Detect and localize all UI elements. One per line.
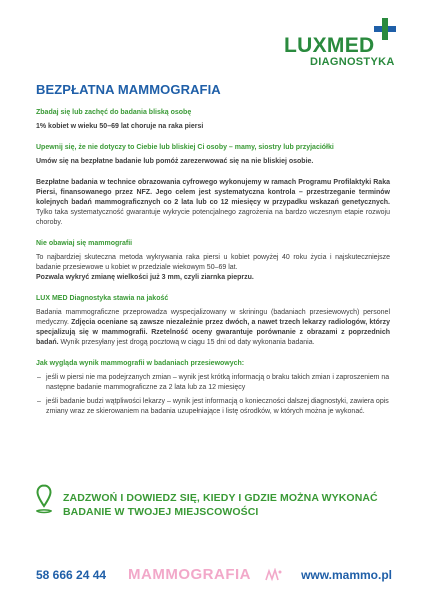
section-heading-1: Zbadaj się lub zachęć do badania bliską osobę — [36, 109, 192, 116]
logo-subtitle: DIAGNOSTYKA — [310, 56, 395, 68]
main-content — [36, 82, 390, 421]
location-pin-icon — [36, 484, 52, 518]
list-item: – jeśli badanie budzi wątpliwości lekarzy – wynik jest informacją o konieczności dalszej diagnostyki, zawiera opis zmiany wraz ze skierowaniem na badania uzupełniające i listę ośrodków, w których można je wykonać. — [46, 397, 390, 417]
section-heading-4: Nie obawiaj się mammografii — [36, 240, 133, 247]
section-paragraph-3 — [36, 178, 390, 228]
section-heading-5: LUX MED Diagnostyka stawia na jakość — [36, 295, 169, 302]
section-bold-4: Pozwala wykryć zmianę wielkości już 3 mm, czyli ziarnka pieprzu. — [36, 274, 254, 281]
section-text-1: 1% kobiet w wieku 50–69 lat choruje na raka piersi — [36, 123, 204, 130]
phone-number[interactable]: 58 666 24 44 — [36, 568, 107, 582]
mammografia-brand: MAMMOGRAFIA — [128, 566, 251, 583]
program-note: Tylko taka systematyczność gwarantuje wykrycie potencjalnego zagrożenia na bardzo wczesnym etapie rozwoju choroby. — [36, 209, 390, 226]
section-heading-6: Jak wygląda wynik mammografii w badaniach przesiewowych: — [36, 360, 245, 367]
section-heading-2: Upewnij się, że nie dotyczy to Ciebie lub bliskiej Ci osoby – mamy, siostry lub przyjaciółki — [36, 144, 334, 151]
section-text-4: To najbardziej skuteczna metoda wykrywania raka piersi u kobiet powyżej 40 roku życia i najskuteczniejsze badanie przesiewowe u kobiet w przedziale wiekowym 50–69 lat. — [36, 254, 390, 271]
page-title: BEZPŁATNA MAMMOGRAFIA — [36, 82, 221, 97]
medical-cross-icon — [374, 18, 396, 40]
website-link[interactable]: www.mammo.pl — [301, 568, 392, 582]
luxmed-logo — [278, 16, 408, 68]
footer — [36, 566, 392, 586]
quality-bold: Zdjęcia oceniane są zawsze niezależnie przez dwóch, a nawet trzech lekarzy radiologów, którzy specjalizują się w mammografii. Rzetelność oceny gwarantuje porównanie z obrazami z poprzednich badań. — [36, 319, 390, 346]
list-item: – jeśli w piersi nie ma podejrzanych zmian – wynik jest krótką informacją o braku takich zmian i zaproszeniem na następne badanie mammograficzne za 2 lata lub za 12 miesięcy — [46, 373, 390, 393]
quality-intro: Badania mammograficzne przeprowadza wyspecjalizowany w skriningu (badaniach przesiewowych) personel medyczny. — [36, 309, 390, 326]
ribbon-decoration-icon — [264, 568, 282, 582]
result-list — [36, 373, 390, 417]
section-text-2: Umów się na bezpłatne badanie lub pomóż zarezerwować się na nie bliskiej osobie. — [36, 158, 314, 165]
call-to-action — [36, 484, 396, 534]
section-paragraph-5 — [36, 308, 390, 348]
logo-name: LUXMED — [284, 34, 375, 57]
program-description: Bezpłatne badania w technice obrazowania cyfrowego wykonujemy w ramach Programu Profilaktyki Raka Piersi, finansowanego przez NFZ. Jego celem jest systematyczna kontrola – przestrzeganie terminów kolejnych badań mammograficznych co 2 lata lub co 12 miesięcy w przypadku wskazań genetycznych. — [36, 179, 390, 206]
quality-outro: Wynik przesyłany jest drogą pocztową w ciągu 15 dni od daty wykonania badania. — [60, 339, 315, 346]
cta-text: ZADZWOŃ I DOWIEDZ SIĘ, KIEDY I GDZIE MOŻNA WYKONAĆ BADANIE W TWOJEJ MIEJSCOWOŚCI — [63, 492, 378, 518]
